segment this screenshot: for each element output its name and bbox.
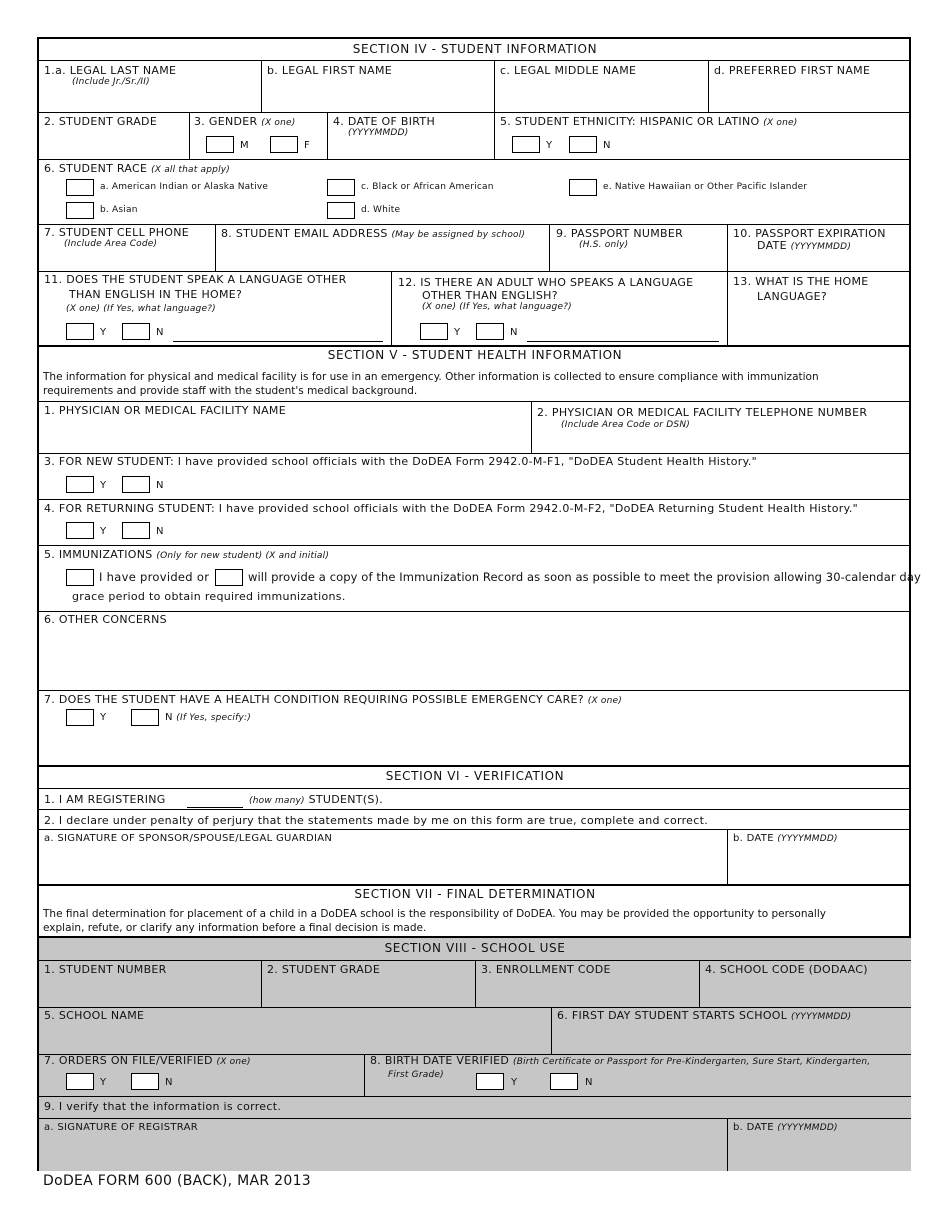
gender-label: 3. GENDER (X one): [194, 115, 296, 128]
adult-language-label-2: OTHER THAN ENGLISH?: [422, 289, 558, 302]
adult-language-no-label: N: [510, 327, 518, 338]
adult-language-label-1: 12. IS THERE AN ADULT WHO SPEAKS A LANGUAGE: [398, 276, 694, 289]
final-determination-line-1: The final determination for placement of a child in a DoDEA school is the responsibility of DoDEA. You may be provided the opportunity to personally: [43, 908, 826, 920]
first-day-label: 6. FIRST DAY STUDENT STARTS SCHOOL (YYYYMMDD): [557, 1009, 852, 1022]
adult-language-note: (X one) (If Yes, what language?): [422, 302, 572, 312]
immunization-will-provide-label: will provide a copy of the Immunization Record as soon as possible to meet the provision allowing 30-calendar day: [248, 570, 921, 584]
physician-phone-label: 2. PHYSICIAN OR MEDICAL FACILITY TELEPHONE NUMBER: [537, 406, 868, 419]
language-home-no-checkbox[interactable]: [122, 323, 150, 340]
form-footer: DoDEA FORM 600 (BACK), MAR 2013: [43, 1173, 311, 1189]
race-e-checkbox[interactable]: [569, 179, 597, 196]
section-4-title: SECTION IV - STUDENT INFORMATION: [352, 42, 598, 56]
other-concerns-label: 6. OTHER CONCERNS: [44, 613, 167, 626]
legal-last-name-label: 1.a. LEGAL LAST NAME: [44, 64, 177, 77]
language-home-yes-label: Y: [100, 327, 107, 338]
final-determination-line-2: explain, refute, or clarify any information before a final decision is made.: [43, 922, 427, 934]
language-home-yes-checkbox[interactable]: [66, 323, 94, 340]
physician-name-label: 1. PHYSICIAN OR MEDICAL FACILITY NAME: [44, 404, 286, 417]
student-race-label: 6. STUDENT RACE (X all that apply): [44, 162, 231, 175]
birth-date-yes-checkbox[interactable]: [476, 1073, 504, 1090]
returning-student-no-checkbox[interactable]: [122, 522, 150, 539]
section-7-title: SECTION VII - FINAL DETERMINATION: [354, 887, 596, 901]
language-home-line[interactable]: [173, 341, 383, 342]
preferred-first-name-label: d. PREFERRED FIRST NAME: [714, 64, 871, 77]
returning-student-yes-label: Y: [100, 526, 107, 537]
health-intro-line-2: requirements and provide staff with the student's medical background.: [43, 385, 418, 397]
passport-number-label: 9. PASSPORT NUMBER: [556, 227, 684, 240]
adult-language-yes-checkbox[interactable]: [420, 323, 448, 340]
legal-middle-name-label: c. LEGAL MIDDLE NAME: [500, 64, 637, 77]
physician-phone-note: (Include Area Code or DSN): [561, 420, 690, 430]
orders-yes-checkbox[interactable]: [66, 1073, 94, 1090]
immunization-provided-label: I have provided or: [99, 570, 210, 584]
home-language-label-2: LANGUAGE?: [757, 290, 828, 303]
enrollment-code-label: 3. ENROLLMENT CODE: [481, 963, 611, 976]
race-c-checkbox[interactable]: [327, 179, 355, 196]
ethnicity-no-checkbox[interactable]: [569, 136, 597, 153]
gender-m-checkbox[interactable]: [206, 136, 234, 153]
new-student-label: 3. FOR NEW STUDENT: I have provided school officials with the DoDEA Form 2942.0-M-F1, "DoDEA Student Health History.": [44, 455, 758, 468]
sponsor-date-label: b. DATE (YYYYMMDD): [733, 833, 838, 844]
emergency-care-label: 7. DOES THE STUDENT HAVE A HEALTH CONDITION REQUIRING POSSIBLE EMERGENCY CARE? (X one): [44, 693, 622, 706]
passport-expiration-label: 10. PASSPORT EXPIRATION: [733, 227, 886, 240]
race-b-label: b. Asian: [100, 205, 138, 215]
perjury-declaration: 2. I declare under penalty of perjury that the statements made by me on this form are true, complete and correct.: [44, 814, 709, 827]
adult-language-line[interactable]: [527, 341, 719, 342]
orders-no-checkbox[interactable]: [131, 1073, 159, 1090]
student-email-label: 8. STUDENT EMAIL ADDRESS (May be assigned by school): [221, 227, 526, 240]
registrar-verify-label: 9. I verify that the information is correct.: [44, 1100, 282, 1113]
legal-last-name-note: (Include Jr./Sr./II): [72, 77, 150, 87]
section-8-title: SECTION VIII - SCHOOL USE: [384, 941, 566, 955]
immunizations-label: 5. IMMUNIZATIONS (Only for new student) (X and initial): [44, 548, 330, 561]
registrar-date-label: b. DATE (YYYYMMDD): [733, 1122, 838, 1133]
registering-count-line[interactable]: [187, 807, 243, 808]
birth-date-no-checkbox[interactable]: [550, 1073, 578, 1090]
student-cell-phone-label: 7. STUDENT CELL PHONE: [44, 226, 190, 239]
emergency-care-yes-label: Y: [100, 712, 107, 723]
date-of-birth-note: (YYYYMMDD): [348, 128, 409, 138]
new-student-no-label: N: [156, 480, 164, 491]
birth-date-verified-label: 8. BIRTH DATE VERIFIED (Birth Certificate or Passport for Pre-Kindergarten, Sure Start, Kindergarten,: [370, 1054, 871, 1067]
language-home-note: (X one) (If Yes, what language?): [66, 304, 216, 314]
registering-label: 1. I AM REGISTERING: [44, 793, 166, 806]
emergency-care-no-checkbox[interactable]: [131, 709, 159, 726]
home-language-label-1: 13. WHAT IS THE HOME: [733, 275, 869, 288]
birth-date-no-label: N: [585, 1077, 593, 1088]
immunization-grace-period: grace period to obtain required immunizations.: [72, 590, 346, 603]
race-d-checkbox[interactable]: [327, 202, 355, 219]
race-a-checkbox[interactable]: [66, 179, 94, 196]
legal-first-name-label: b. LEGAL FIRST NAME: [267, 64, 393, 77]
adult-language-no-checkbox[interactable]: [476, 323, 504, 340]
section-5-title: SECTION V - STUDENT HEALTH INFORMATION: [327, 348, 623, 362]
health-intro-line-1: The information for physical and medical facility is for use in an emergency. Other information is collected to ensure compliance with immunization: [43, 371, 819, 383]
ethnicity-no-label: N: [603, 140, 611, 151]
registering-how-many: (how many) STUDENT(S).: [249, 793, 384, 806]
new-student-yes-checkbox[interactable]: [66, 476, 94, 493]
language-home-label-2: THAN ENGLISH IN THE HOME?: [69, 288, 243, 301]
race-e-label: e. Native Hawaiian or Other Pacific Islander: [603, 182, 808, 192]
immunization-provided-checkbox[interactable]: [66, 569, 94, 586]
ethnicity-yes-label: Y: [546, 140, 553, 151]
sponsor-signature-label: a. SIGNATURE OF SPONSOR/SPOUSE/LEGAL GUARDIAN: [44, 833, 333, 844]
orders-verified-label: 7. ORDERS ON FILE/VERIFIED (X one): [44, 1054, 251, 1067]
race-d-label: d. White: [361, 205, 401, 215]
passport-expiration-date-label: DATE (YYYYMMDD): [757, 239, 852, 252]
immunization-will-provide-checkbox[interactable]: [215, 569, 243, 586]
race-b-checkbox[interactable]: [66, 202, 94, 219]
orders-no-label: N: [165, 1077, 173, 1088]
gender-f-checkbox[interactable]: [270, 136, 298, 153]
new-student-no-checkbox[interactable]: [122, 476, 150, 493]
returning-student-no-label: N: [156, 526, 164, 537]
adult-language-yes-label: Y: [454, 327, 461, 338]
new-student-yes-label: Y: [100, 480, 107, 491]
school-code-label: 4. SCHOOL CODE (DODAAC): [705, 963, 868, 976]
gender-m-label: M: [240, 140, 249, 151]
returning-student-label: 4. FOR RETURNING STUDENT: I have provided school officials with the DoDEA Form 2942.0-M-F2, "DoDEA Returning Student Health History.": [44, 502, 859, 515]
language-home-no-label: N: [156, 327, 164, 338]
emergency-care-yes-checkbox[interactable]: [66, 709, 94, 726]
ethnicity-yes-checkbox[interactable]: [512, 136, 540, 153]
passport-number-note: (H.S. only): [579, 240, 629, 250]
gender-f-label: F: [304, 140, 311, 151]
registrar-signature-label: a. SIGNATURE OF REGISTRAR: [44, 1122, 199, 1133]
section-6-title: SECTION VI - VERIFICATION: [385, 769, 565, 783]
student-cell-phone-note: (Include Area Code): [64, 239, 158, 249]
language-home-label-1: 11. DOES THE STUDENT SPEAK A LANGUAGE OTHER: [44, 273, 347, 286]
ethnicity-label: 5. STUDENT ETHNICITY: HISPANIC OR LATINO (X one): [500, 115, 798, 128]
race-c-label: c. Black or African American: [361, 182, 494, 192]
birth-date-yes-label: Y: [511, 1077, 518, 1088]
emergency-care-no-label: N (If Yes, specify:): [165, 712, 251, 723]
race-a-label: a. American Indian or Alaska Native: [100, 182, 269, 192]
school-name-label: 5. SCHOOL NAME: [44, 1009, 145, 1022]
student-grade-label: 2. STUDENT GRADE: [44, 115, 158, 128]
school-student-grade-label: 2. STUDENT GRADE: [267, 963, 381, 976]
birth-date-verified-note-2: First Grade): [388, 1070, 444, 1080]
dodea-form-600-back: [37, 37, 921, 1171]
student-number-label: 1. STUDENT NUMBER: [44, 963, 167, 976]
date-of-birth-label: 4. DATE OF BIRTH: [333, 115, 436, 128]
orders-yes-label: Y: [100, 1077, 107, 1088]
returning-student-yes-checkbox[interactable]: [66, 522, 94, 539]
